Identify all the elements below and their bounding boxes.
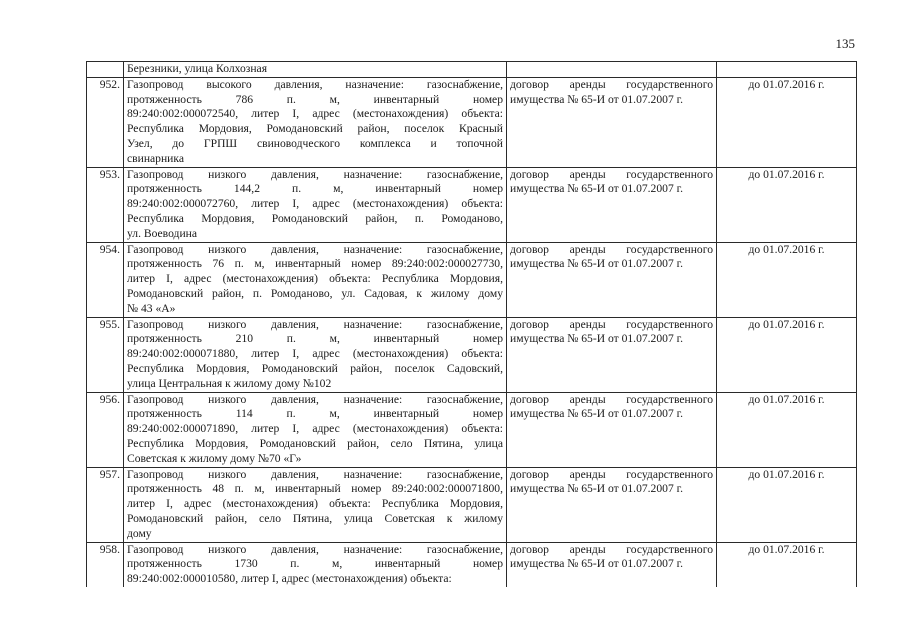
basis-line: имущества № 65-И от 01.07.2007 г. — [510, 557, 683, 571]
basis-cell — [507, 317, 717, 392]
property-table — [86, 61, 857, 587]
term-cell: до 01.07.2016 г. — [717, 317, 857, 392]
basis-line: имущества № 65-И от 01.07.2007 г. — [510, 92, 683, 106]
page-number: 135 — [835, 36, 855, 51]
term-cell: до 01.07.2016 г. — [717, 77, 857, 167]
term-cell: до 01.07.2016 г. — [717, 542, 857, 587]
basis-line: договор аренды государственного — [510, 392, 713, 406]
description-line: Газопровод низкого давления, назначение: газоснабжение, — [127, 392, 503, 406]
property-table-body — [87, 62, 857, 587]
description-line: дому — [127, 526, 152, 540]
description-line: Газопровод низкого давления, назначение: газоснабжение, — [127, 542, 503, 556]
row-number-cell: 956. — [87, 392, 124, 467]
description-line: свинарника — [127, 151, 184, 165]
table-row — [87, 467, 857, 542]
table-row — [87, 167, 857, 242]
term-cell: до 01.07.2016 г. — [717, 467, 857, 542]
description-cell — [124, 317, 507, 392]
description-line: ул. Воеводина — [127, 226, 197, 240]
description-line: 89:240:002:000072540, литер I, адрес (местонахождения) объекта: — [127, 107, 503, 121]
description-line: Газопровод низкого давления, назначение: газоснабжение, — [127, 242, 503, 256]
basis-cell — [507, 167, 717, 242]
description-line: Ромодановский район, п. Ромоданово, ул. Садовая, к жилому дому — [127, 286, 503, 300]
row-number-cell: 955. — [87, 317, 124, 392]
description-line: протяженность 1730 п. м, инвентарный номер — [127, 557, 503, 571]
description-cell — [124, 467, 507, 542]
continuation-row — [87, 62, 857, 78]
row-number-cell: 952. — [87, 77, 124, 167]
basis-line: договор аренды государственного — [510, 317, 713, 331]
description-line: литер I, адрес (местонахождения) объекта: Республика Мордовия, — [127, 497, 503, 511]
description-line: Газопровод низкого давления, назначение: газоснабжение, — [127, 167, 503, 181]
description-line: Ромодановский район, село Пятина, улица Советская к жилому — [127, 511, 503, 525]
row-number-cell: 957. — [87, 467, 124, 542]
basis-line: договор аренды государственного — [510, 77, 713, 91]
basis-cell — [507, 467, 717, 542]
description-line: улица Центральная к жилому дому №102 — [127, 376, 332, 390]
description-line: Республика Мордовия, Ромодановский район, поселок Садовский, — [127, 361, 503, 375]
description-line: протяженность 786 п. м, инвентарный номер — [127, 92, 503, 106]
table-row — [87, 77, 857, 167]
basis-line: договор аренды государственного — [510, 467, 713, 481]
basis-line: договор аренды государственного — [510, 167, 713, 181]
description-line: протяженность 48 п. м, инвентарный номер 89:240:002:000071800, — [127, 482, 503, 496]
description-cell — [124, 392, 507, 467]
basis-cell — [507, 392, 717, 467]
basis-line: имущества № 65-И от 01.07.2007 г. — [510, 407, 683, 421]
description-line: протяженность 144,2 п. м, инвентарный номер — [127, 182, 503, 196]
description-line: протяженность 210 п. м, инвентарный номер — [127, 332, 503, 346]
description-line: Газопровод низкого давления, назначение: газоснабжение, — [127, 317, 503, 331]
term-cell: до 01.07.2016 г. — [717, 392, 857, 467]
basis-line: имущества № 65-И от 01.07.2007 г. — [510, 182, 683, 196]
row-number-cell: 954. — [87, 242, 124, 317]
basis-line: имущества № 65-И от 01.07.2007 г. — [510, 257, 683, 271]
term-cell — [717, 62, 857, 78]
row-number-cell: 953. — [87, 167, 124, 242]
basis-line: имущества № 65-И от 01.07.2007 г. — [510, 482, 683, 496]
description-line: 89:240:002:000071880, литер I, адрес (местонахождения) объекта: — [127, 347, 503, 361]
description-line: 89:240:002:000071890, литер I, адрес (местонахождения) объекта: — [127, 422, 503, 436]
description-line: литер I, адрес (местонахождения) объекта: Республика Мордовия, — [127, 272, 503, 286]
basis-cell — [507, 62, 717, 78]
description-line: Республика Мордовия, Ромодановский район, п. Ромоданово, — [127, 211, 503, 225]
description-cell: Березники, улица Колхозная — [124, 62, 507, 78]
description-line: Газопровод низкого давления, назначение: газоснабжение, — [127, 467, 503, 481]
table-row — [87, 242, 857, 317]
basis-line: имущества № 65-И от 01.07.2007 г. — [510, 332, 683, 346]
description-line: Узел, до ГРПШ свиноводческого комплекса и топочной — [127, 136, 503, 150]
description-line: 89:240:002:000010580, литер I, адрес (местонахождения) объекта: — [127, 572, 452, 586]
description-line: Республика Мордовия, Ромодановский район, село Пятина, улица — [127, 436, 503, 450]
description-line: протяженность 114 п. м, инвентарный номер — [127, 407, 503, 421]
description-line: 89:240:002:000072760, литер I, адрес (местонахождения) объекта: — [127, 197, 503, 211]
basis-line: договор аренды государственного — [510, 242, 713, 256]
term-cell: до 01.07.2016 г. — [717, 167, 857, 242]
row-number-cell: 958. — [87, 542, 124, 587]
term-cell: до 01.07.2016 г. — [717, 242, 857, 317]
description-cell — [124, 242, 507, 317]
table-row — [87, 542, 857, 587]
description-cell — [124, 167, 507, 242]
description-cell — [124, 542, 507, 587]
description-line: протяженность 76 п. м, инвентарный номер 89:240:002:000027730, — [127, 257, 503, 271]
basis-line: договор аренды государственного — [510, 542, 713, 556]
table-row — [87, 317, 857, 392]
row-number-cell — [87, 62, 124, 78]
description-cell — [124, 77, 507, 167]
description-line: Газопровод высокого давления, назначение: газоснабжение, — [127, 77, 503, 91]
basis-cell — [507, 542, 717, 587]
description-line: № 43 «А» — [127, 301, 176, 315]
description-line: Республика Мордовия, Ромодановский район, поселок Красный — [127, 122, 503, 136]
basis-cell — [507, 77, 717, 167]
table-row — [87, 392, 857, 467]
description-line: Советская к жилому дому №70 «Г» — [127, 451, 302, 465]
basis-cell — [507, 242, 717, 317]
